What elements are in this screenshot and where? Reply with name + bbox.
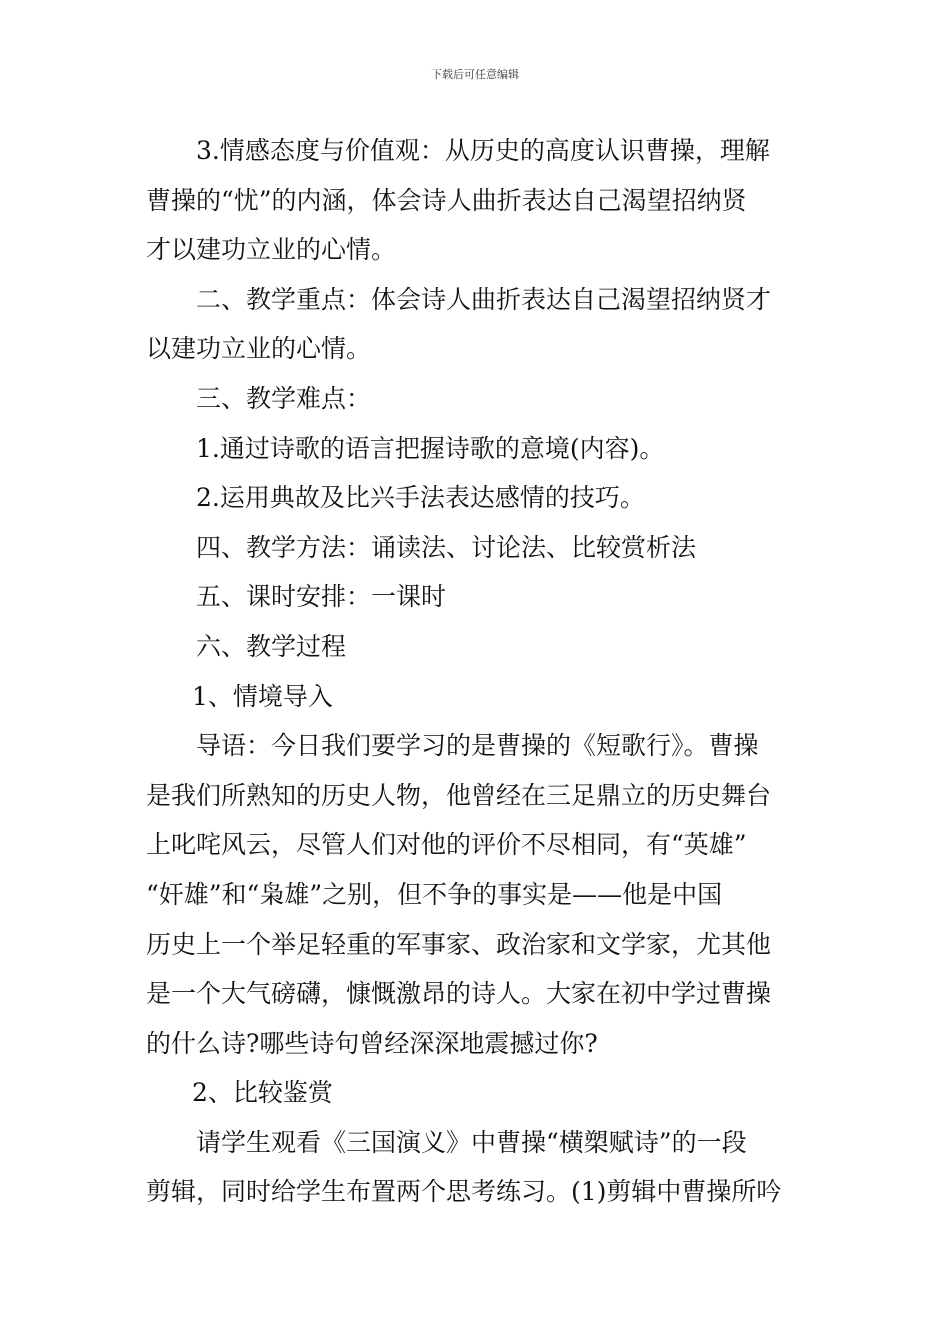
paragraph-line: 请学生观看《三国演义》中曹操“横槊赋诗”的一段 <box>196 1127 747 1157</box>
paragraph-line: “奸雄”和“枭雄”之别，但不争的事实是——他是中国 <box>146 879 723 909</box>
paragraph-line: 3.情感态度与价值观：从历史的高度认识曹操，理解 <box>196 136 770 165</box>
section-heading: 六、教学过程 <box>196 631 347 661</box>
section-heading: 三、教学难点： <box>196 383 372 413</box>
section-heading: 五、课时安排：一课时 <box>196 582 447 612</box>
paragraph-line: 导语：今日我们要学习的是曹操的《短歌行》。曹操 <box>196 731 759 761</box>
list-item: 1.通过诗歌的语言把握诗歌的意境(内容)。 <box>196 433 665 463</box>
subsection-heading: 1、情境导入 <box>192 681 333 711</box>
paragraph-line: 的什么诗?哪些诗句曾经深深地震撼过你? <box>146 1028 598 1058</box>
paragraph-line: 上叱咤风云，尽管人们对他的评价不尽相同，有“英雄” <box>146 830 747 860</box>
section-heading: 四、教学方法：诵读法、讨论法、比较赏析法 <box>196 532 697 562</box>
page-header: 下载后可任意编辑 <box>431 68 519 81</box>
paragraph-line: 以建功立业的心情。 <box>146 334 372 364</box>
paragraph-line: 二、教学重点：体会诗人曲折表达自己渴望招纳贤才 <box>196 284 772 314</box>
paragraph-line: 剪辑，同时给学生布置两个思考练习。(1)剪辑中曹操所吟 <box>146 1177 782 1207</box>
paragraph-line: 历史上一个举足轻重的军事家、政治家和文学家，尤其他 <box>146 929 772 959</box>
list-item: 2.运用典故及比兴手法表达感情的技巧。 <box>196 483 645 513</box>
paragraph-line: 是一个大气磅礴，慷慨激昂的诗人。大家在初中学过曹操 <box>146 979 772 1009</box>
paragraph-line: 才以建功立业的心情。 <box>146 235 397 265</box>
paragraph-line: 曹操的“忧”的内涵，体会诗人曲折表达自己渴望招纳贤 <box>146 185 747 215</box>
subsection-heading: 2、比较鉴赏 <box>192 1078 333 1108</box>
document-body <box>146 126 808 1217</box>
paragraph-line: 是我们所熟知的历史人物，他曾经在三足鼎立的历史舞台 <box>146 780 772 810</box>
